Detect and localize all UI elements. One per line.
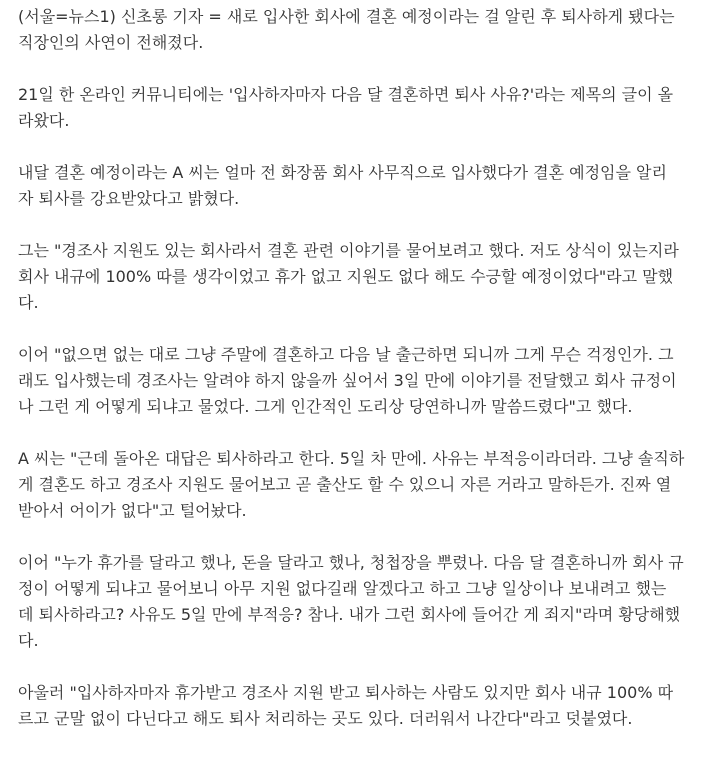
paragraph-line: 나 그런 게 어떻게 되냐고 물었다. 그게 인간적인 도리상 당연하니까 말씀드렸다"고 했다. (18, 397, 633, 416)
paragraph-line: 다. (18, 631, 39, 650)
paragraph-line: 다. (18, 293, 39, 312)
paragraph-line: 게 결혼도 하고 경조사 지원도 물어보고 곧 출산도 할 수 있으니 자른 거라고 말하든가. 진짜 열 (18, 475, 672, 494)
paragraph-line: (서울=뉴스1) 신초롱 기자 = 새로 입사한 회사에 결혼 예정이라는 걸 알린 후 퇴사하게 됐다는 (18, 7, 675, 26)
article-paragraph-4 (18, 238, 725, 316)
paragraph-line: 아울러 "입사하자마자 휴가받고 경조사 지원 받고 퇴사하는 사람도 있지만 회사 내규 100% 따 (18, 683, 674, 702)
paragraph-line: 받아서 어이가 없다"고 털어놨다. (18, 501, 247, 520)
paragraph-line: 그는 "경조사 지원도 있는 회사라서 결혼 관련 이야기를 물어보려고 했다. 저도 상식이 있는지라 (18, 241, 679, 260)
paragraph-line: 자 퇴사를 강요받았다고 밝혔다. (18, 189, 240, 208)
paragraph-line: 직장인의 사연이 전해졌다. (18, 33, 204, 52)
article-paragraph-6 (18, 446, 725, 524)
paragraph-line: 이어 "누가 휴가를 달라고 했나, 돈을 달라고 했나, 청첩장을 뿌렸나. 다음 달 결혼하니까 회사 규 (18, 553, 684, 572)
paragraph-line: 정이 어떻게 되냐고 물어보니 아무 지원 없다길래 알겠다고 하고 그냥 일상이나 보내려고 했는 (18, 579, 667, 598)
paragraph-line: 내달 결혼 예정이라는 A 씨는 얼마 전 화장품 회사 사무직으로 입사했다가 결혼 예정임을 알리 (18, 163, 667, 182)
paragraph-line: 데 퇴사하라고? 사유도 5일 만에 부적응? 참나. 내가 그런 회사에 들어간 게 죄지"라며 황당해했 (18, 605, 681, 624)
article-paragraph-1 (18, 4, 725, 56)
article-paragraph-2 (18, 82, 725, 134)
paragraph-line: 21일 한 온라인 커뮤니티에는 '입사하자마자 다음 달 결혼하면 퇴사 사유?'라는 제목의 글이 올 (18, 85, 674, 104)
paragraph-line: A 씨는 "근데 돌아온 대답은 퇴사하라고 한다. 5일 차 만에. 사유는 부적응이라더라. 그냥 솔직하 (18, 449, 685, 468)
paragraph-line: 르고 군말 없이 다닌다고 해도 퇴사 처리하는 곳도 있다. 더러워서 나간다"라고 덧붙였다. (18, 709, 633, 728)
paragraph-line: 이어 "없으면 없는 대로 그냥 주말에 결혼하고 다음 날 출근하면 되니까 그게 무슨 걱정인가. 그 (18, 345, 674, 364)
article-paragraph-5 (18, 342, 725, 420)
article-paragraph-8 (18, 680, 725, 732)
article-paragraph-3 (18, 160, 725, 212)
paragraph-line: 라왔다. (18, 111, 70, 130)
article-paragraph-7 (18, 550, 725, 654)
paragraph-line: 래도 입사했는데 경조사는 알려야 하지 않을까 싶어서 3일 만에 이야기를 전달했고 회사 규정이 (18, 371, 677, 390)
paragraph-line: 회사 내규에 100% 따를 생각이었고 휴가 없고 지원도 없다 해도 수긍할 예정이었다"라고 말했 (18, 267, 674, 286)
